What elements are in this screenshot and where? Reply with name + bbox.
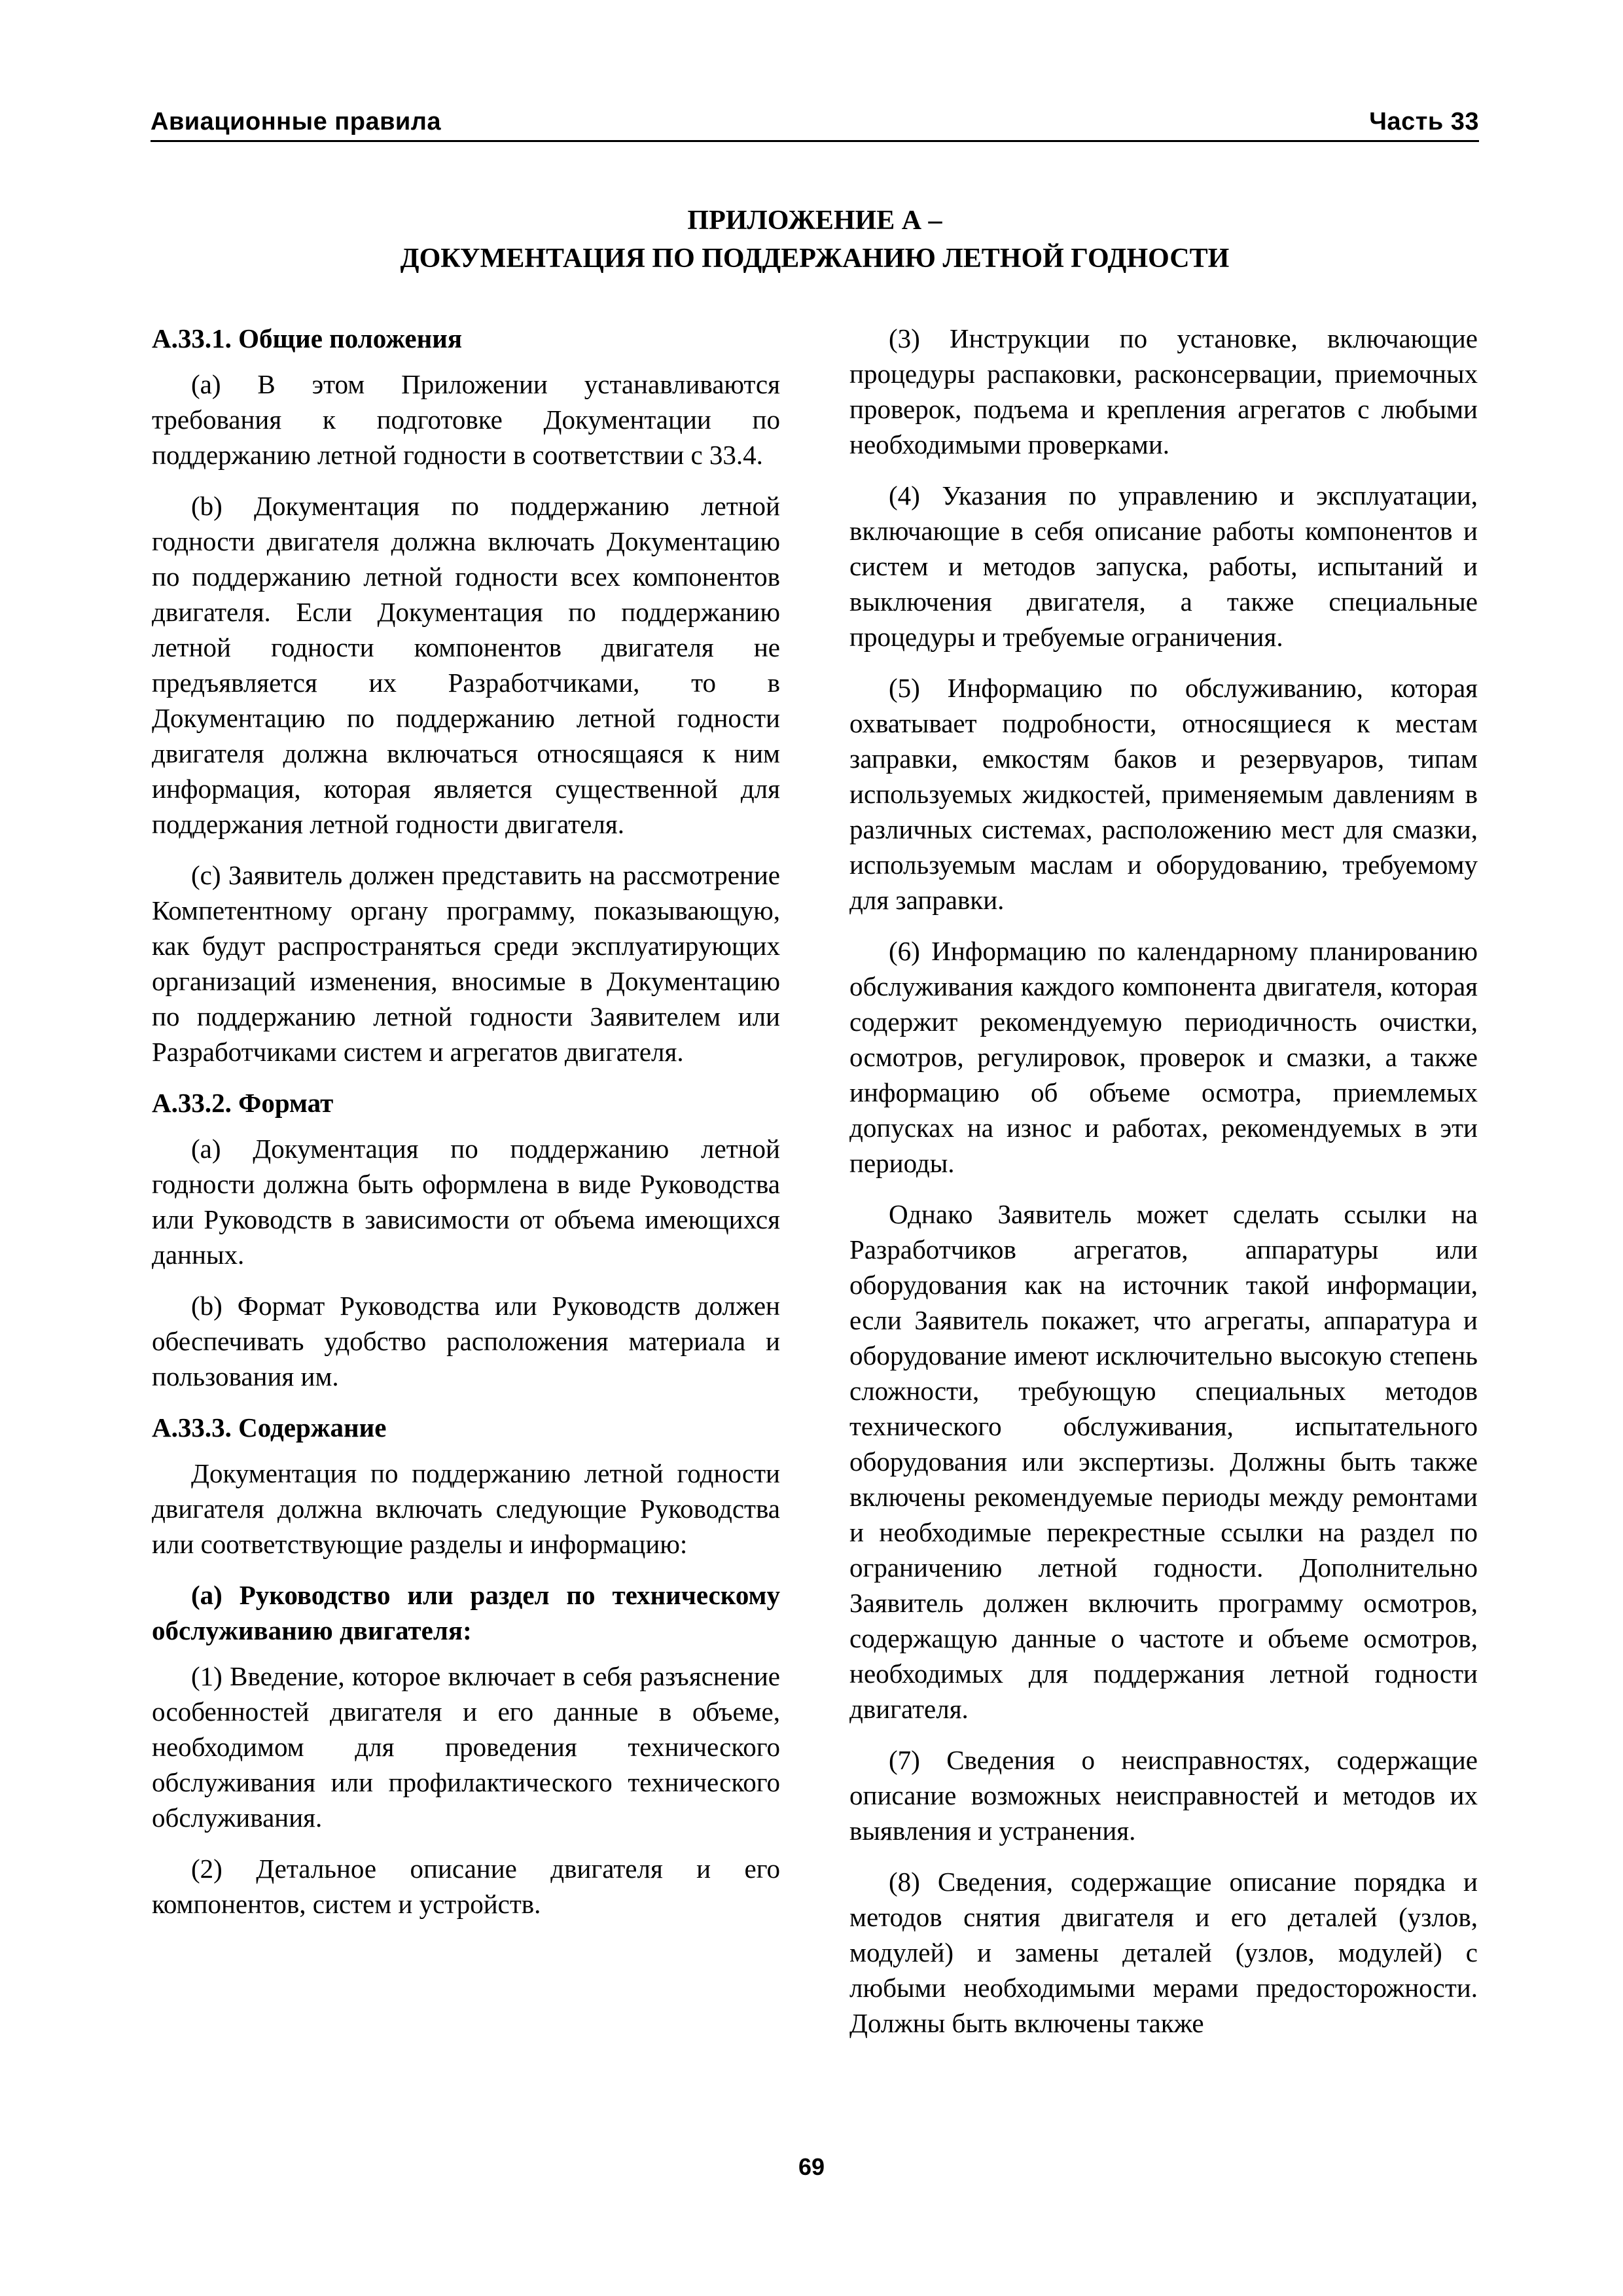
section-heading-a33-3: А.33.3. Содержание [152,1412,387,1443]
paragraph-a33-2-b: (b) Формат Руководства или Руководств должен обеспечивать удобство расположения материала и пользования им. [152,1291,780,1391]
paragraph-a33-3-a-3: (3) Инструкции по установке, включающие процедуры распаковки, расконсервации, приемочных проверок, подъема и крепления агрегатов с любыми необходимыми проверками. [849,323,1478,459]
appendix-title [151,202,1479,278]
paragraph-a33-3-a-2: (2) Детальное описание двигателя и его компонентов, систем и устройств. [152,1854,780,1919]
paragraph-a33-1-b: (b) Документация по поддержанию летной годности двигателя должна включать Документацию по поддержанию летной годности всех компонентов двигателя. Если Документация по поддержанию летной годности компонентов двигателя не предъявляется их Разработчиками, то в Документацию по поддержанию летной годности двигателя должна включаться относящаяся к ним информация, которая является существенной для поддержания летной годности двигателя. [152,491,780,839]
right-column [849,321,1478,2056]
paragraph-a33-3-a-5: (5) Информацию по обслуживанию, которая охватывает подробности, относящиеся к местам заправки, емкостям баков и резервуаров, типам используемых жидкостей, применяемым давлениям в различных системах, расположению мест для смазки, используемым маслам и оборудованию, требуемому для заправки. [849,673,1478,915]
paragraph-a33-3-a-4: (4) Указания по управлению и эксплуатации, включающие в себя описание работы компонентов и систем и методов запуска, работы, испытаний и выключения двигателя, а также специальные процедуры и требуемые ограничения. [849,480,1478,652]
paragraph-a33-1-c: (c) Заявитель должен представить на рассмотрение Компетентному органу программу, показывающую, как будут распространяться среди эксплуатирующих организаций изменения, вносимые в Документацию по поддержанию летной годности Заявителем или Разработчиками систем и агрегатов двигателя. [152,860,780,1067]
paragraph-a33-3-a-7: (7) Сведения о неисправностях, содержащие описание возможных неисправностей и методов их выявления и устранения. [849,1745,1478,1846]
paragraph-a33-3-a-6: (6) Информацию по календарному планированию обслуживания каждого компонента двигателя, которая содержит рекомендуемую периодичность очистки, осмотров, регулировок, проверок и смазки, а также информацию об объеме осмотра, приемлемых допусках на износ и работах, рекомендуемых в эти периоды. [849,936,1478,1178]
header-part-number: Часть 33 [1369,108,1479,135]
paragraph-a33-1-a: (a) В этом Приложении устанавливаются требования к подготовке Документации по поддержанию летной годности в соответствии с 33.4. [152,369,780,470]
appendix-title-line-1: ПРИЛОЖЕНИЕ А – [687,206,942,236]
paragraph-a33-3-a-6-continued: Однако Заявитель может сделать ссылки на Разработчиков агрегатов, аппаратуры или оборудования как на источник такой информации, если Заявитель покажет, что агрегаты, аппаратура и оборудование имеют исключительно высокую степень сложности, требующую специальных методов технического обслуживания, испытательного оборудования или экспертизы. Должны быть также включены рекомендуемые периоды между ремонтами и необходимые перекрестные ссылки на раздел по ограничению летной годности. Дополнительно Заявитель должен включить программу осмотров, содержащую данные о частоте и объеме осмотров, необходимых для поддержания летной годности двигателя. [849,1199,1478,1724]
header-publication-title: Авиационные правила [151,108,442,135]
paragraph-a33-3-a-1: (1) Введение, которое включает в себя разъяснение особенностей двигателя и его данные в объеме, необходимом для проведения технического обслуживания или профилактического технического обслуживания. [152,1661,780,1833]
paragraph-a33-3-intro: Документация по поддержанию летной годности двигателя должна включать следующие Руководства или соответствующие разделы и информацию: [152,1458,780,1559]
paragraph-a33-3-a-8: (8) Сведения, содержащие описание порядка и методов снятия двигателя и его деталей (узлов, модулей) и замены деталей (узлов, модулей) с любыми необходимыми мерами предосторожности. Должны быть включены также [849,1867,1478,2038]
page-number: 69 [798,2153,825,2180]
running-header [151,103,1479,142]
section-heading-a33-1: А.33.1. Общие положения [152,323,463,353]
left-column [152,321,780,1937]
paragraph-a33-2-a: (a) Документация по поддержанию летной годности должна быть оформлена в виде Руководства или Руководств в зависимости от объема имеющихся данных. [152,1134,780,1270]
subsection-heading-a33-3-a: (a) Руководство или раздел по техническому обслуживанию двигателя: [152,1580,780,1645]
appendix-title-line-2: ДОКУМЕНТАЦИЯ ПО ПОДДЕРЖАНИЮ ЛЕТНОЙ ГОДНОСТИ [400,243,1230,274]
section-heading-a33-2: А.33.2. Формат [152,1088,334,1118]
